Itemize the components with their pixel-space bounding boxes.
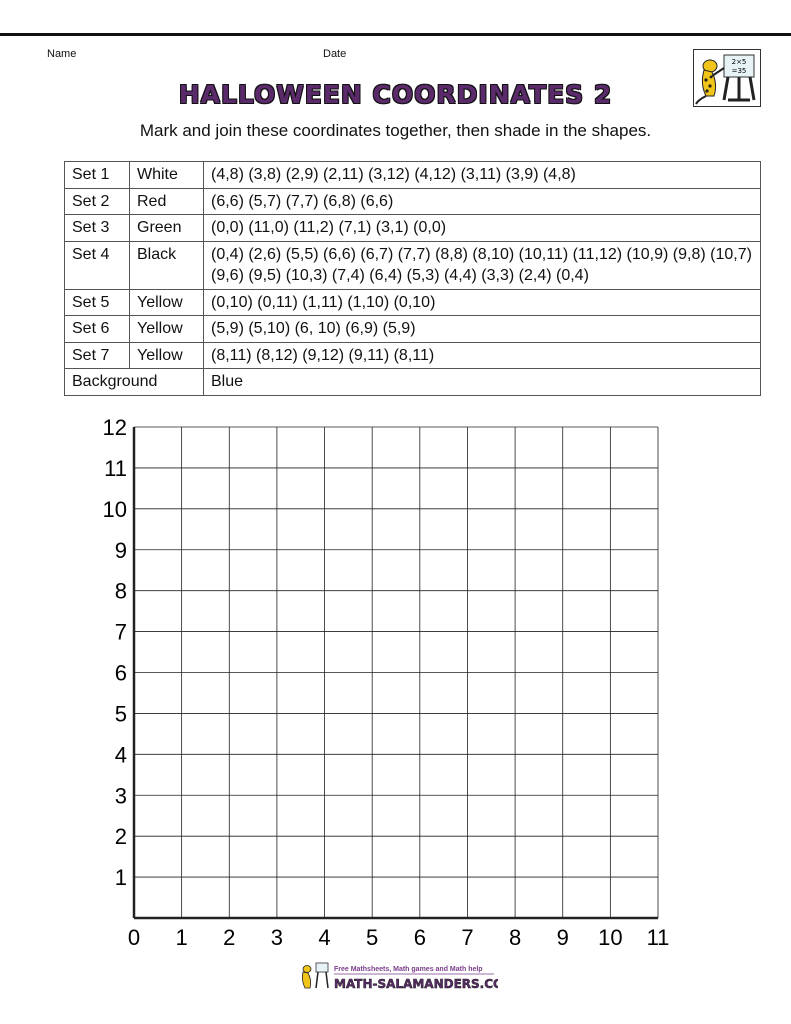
x-tick-label: 8 xyxy=(508,925,522,950)
instructions-text: Mark and join these coordinates together, then shade in the shapes. xyxy=(139,121,652,140)
background-label: Background xyxy=(65,369,204,396)
y-tick-label: 4 xyxy=(114,742,127,768)
background-value: Blue xyxy=(204,369,761,396)
set-color: Green xyxy=(130,215,204,242)
y-tick-label: 5 xyxy=(114,701,127,727)
set-coordinates: (0,10) (0,11) (1,11) (1,10) (0,10) xyxy=(204,289,761,316)
page-title: HALLOWEEN COORDINATES 2 xyxy=(178,80,613,109)
x-tick-label: 2 xyxy=(223,925,236,950)
y-tick-label: 1 xyxy=(114,865,127,891)
set-coordinates: (0,0) (11,0) (11,2) (7,1) (3,1) (0,0) xyxy=(204,215,761,242)
set-color: Yellow xyxy=(130,316,204,343)
name-label: Name xyxy=(47,48,77,60)
x-tick-label: 3 xyxy=(270,925,284,950)
y-tick-label: 3 xyxy=(114,783,127,809)
x-tick-label: 11 xyxy=(646,925,670,950)
x-tick-label: 1 xyxy=(175,925,188,950)
logo-text-1: 2×5 xyxy=(731,58,747,66)
set-coordinates: (4,8) (3,8) (2,9) (2,11) (3,12) (4,12) (3,11) (3,9) (4,8) xyxy=(204,162,761,189)
set-label: Set 4 xyxy=(65,241,130,289)
set-color: White xyxy=(130,162,204,189)
x-tick-label: 5 xyxy=(366,925,379,950)
y-tick-label: 6 xyxy=(114,660,127,686)
set-label: Set 5 xyxy=(65,289,130,316)
set-coordinates: (5,9) (5,10) (6, 10) (6,9) (5,9) xyxy=(204,316,761,343)
set-coordinates: (6,6) (5,7) (7,7) (6,8) (6,6) xyxy=(204,188,761,215)
footer-logo xyxy=(298,960,498,994)
footer-tagline: Free Mathsheets, Math games and Math help xyxy=(334,966,483,973)
x-tick-label: 7 xyxy=(461,925,474,950)
set-color: Yellow xyxy=(130,289,204,316)
set-color: Yellow xyxy=(130,342,204,369)
y-tick-label: 8 xyxy=(114,578,127,604)
y-tick-label: 7 xyxy=(114,619,127,645)
y-tick-label: 12 xyxy=(102,415,127,440)
x-tick-label: 9 xyxy=(556,925,569,950)
set-label: Set 1 xyxy=(65,162,130,189)
x-tick-label: 10 xyxy=(598,925,623,950)
set-label: Set 2 xyxy=(65,188,130,215)
y-tick-label: 11 xyxy=(104,455,127,481)
footer-site: MATH-SALAMANDERS.COM xyxy=(334,977,498,991)
footer-salamander-icon xyxy=(302,963,328,988)
y-tick-label: 10 xyxy=(102,496,127,522)
y-tick-label: 2 xyxy=(114,824,127,850)
set-label: Set 3 xyxy=(65,215,130,242)
set-label: Set 6 xyxy=(65,316,130,343)
set-color: Black xyxy=(130,241,204,289)
set-coordinates: (0,4) (2,6) (5,5) (6,6) (6,7) (7,7) (8,8) (8,10) (10,11) (11,12) (10,9) (9,8) (10,7) (9,6) (9,5) (10,3) (7,4) (6,4) (5,3) (4,4) (3,3) (2,4) (0,4) xyxy=(204,241,761,289)
x-tick-label: 0 xyxy=(127,925,141,950)
y-tick-label: 9 xyxy=(114,537,127,563)
set-label: Set 7 xyxy=(65,342,130,369)
set-color: Red xyxy=(130,188,204,215)
x-tick-label: 6 xyxy=(413,925,426,950)
x-tick-label: 4 xyxy=(318,925,331,950)
logo-text-2: =35 xyxy=(731,67,747,75)
set-coordinates: (8,11) (8,12) (9,12) (9,11) (8,11) xyxy=(204,342,761,369)
date-label: Date xyxy=(323,48,347,60)
